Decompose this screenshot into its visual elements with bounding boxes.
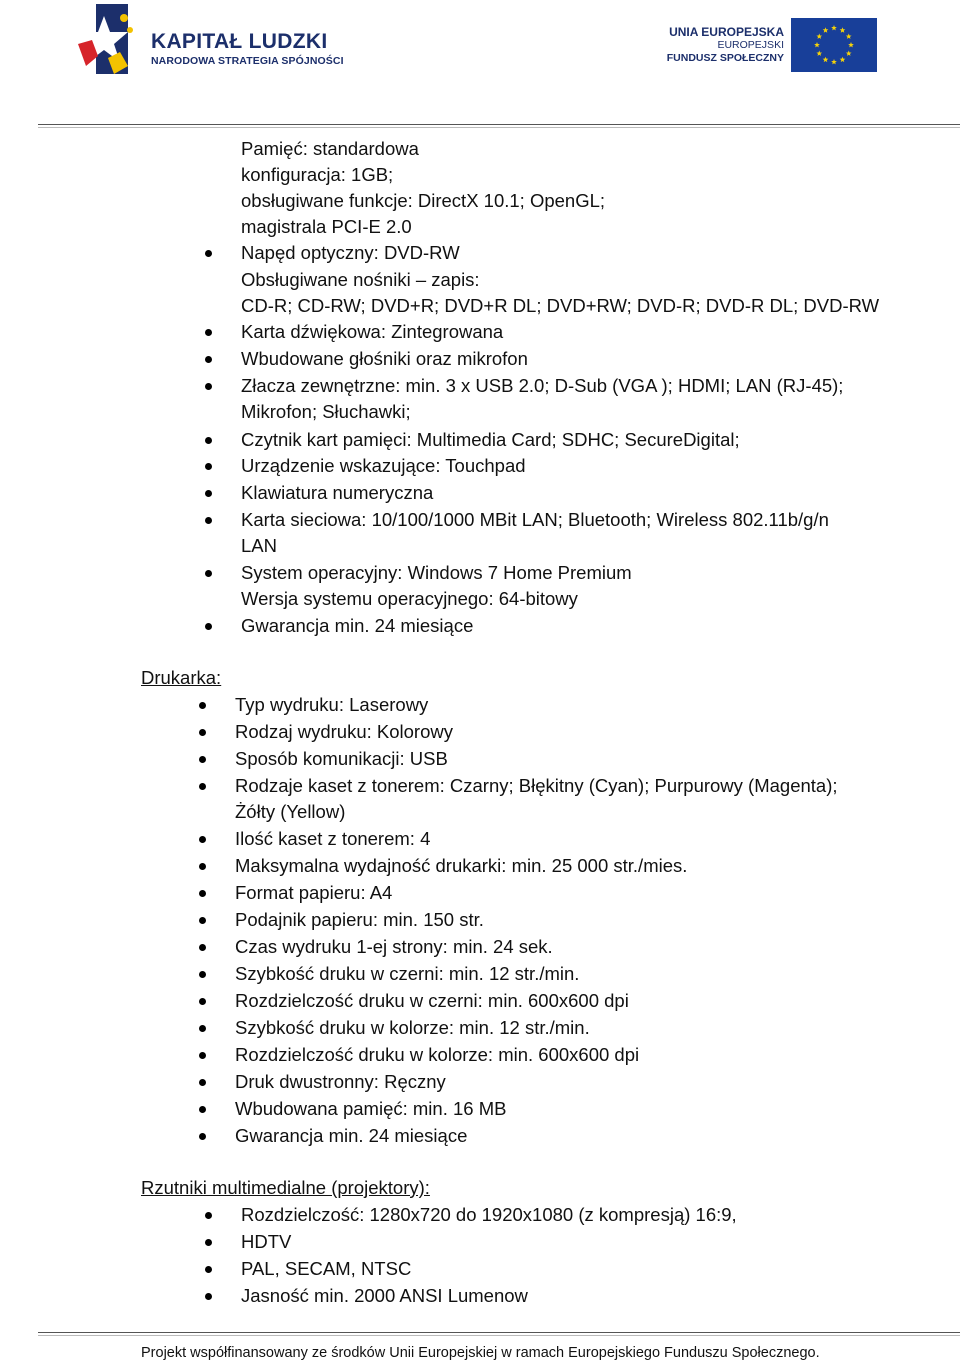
bullet-icon <box>199 1079 206 1086</box>
bullet-icon <box>199 863 206 870</box>
bullet-icon <box>205 356 212 363</box>
bullet-icon <box>205 437 212 444</box>
bullet-icon <box>199 1106 206 1113</box>
bullet-icon <box>205 1239 212 1246</box>
list-item: HDTV <box>241 1231 292 1252</box>
kapital-ludzki-subtitle: NARODOWA STRATEGIA SPÓJNOŚCI <box>151 55 344 67</box>
list-item: Gwarancja min. 24 miesiące <box>235 1125 468 1146</box>
bullet-icon <box>199 998 206 1005</box>
list-item: Rodzaj wydruku: Kolorowy <box>235 721 453 742</box>
bullet-icon <box>199 1133 206 1140</box>
bullet-icon <box>205 1266 212 1273</box>
list-item-continuation: konfiguracja: 1GB; <box>241 164 394 185</box>
bullet-icon <box>205 383 212 390</box>
page-header <box>0 0 960 125</box>
list-item: Czas wydruku 1-ej strony: min. 24 sek. <box>235 936 553 957</box>
list-item: Rodzaje kaset z tonerem: Czarny; Błękitny (Cyan); Purpurowy (Magenta); <box>235 775 838 796</box>
list-item: Czytnik kart pamięci: Multimedia Card; SDHC; SecureDigital; <box>241 429 740 450</box>
list-item: Druk dwustronny: Ręczny <box>235 1071 446 1092</box>
bullet-icon <box>199 944 206 951</box>
bullet-icon <box>199 1025 206 1032</box>
list-item-continuation: Żółty (Yellow) <box>235 801 346 822</box>
list-item: Napęd optyczny: DVD-RW <box>241 242 460 263</box>
list-item: Format papieru: A4 <box>235 882 393 903</box>
kapital-ludzki-logo <box>78 4 148 76</box>
footer-text: Projekt współfinansowany ze środków Unii Europejskiej w ramach Europejskiego Funduszu Społecznego. <box>141 1345 820 1361</box>
bullet-icon <box>199 702 206 709</box>
list-item: Urządzenie wskazujące: Touchpad <box>241 455 526 476</box>
projectors-section-title: Rzutniki multimedialne (projektory): <box>141 1177 430 1198</box>
list-item: Wbudowana pamięć: min. 16 MB <box>235 1098 507 1119</box>
printer-section-title: Drukarka: <box>141 667 222 688</box>
bullet-icon <box>199 756 206 763</box>
list-item-continuation: Obsługiwane nośniki – zapis: <box>241 269 480 290</box>
bullet-icon <box>199 836 206 843</box>
kapital-ludzki-title: KAPITAŁ LUDZKI <box>151 30 328 53</box>
list-item: Rozdzielczość druku w kolorze: min. 600x600 dpi <box>235 1044 640 1065</box>
list-item-continuation: Wersja systemu operacyjnego: 64-bitowy <box>241 588 578 609</box>
bullet-icon <box>199 890 206 897</box>
list-item: Typ wydruku: Laserowy <box>235 694 429 715</box>
list-item: Gwarancja min. 24 miesiące <box>241 615 474 636</box>
list-item-continuation: CD-R; CD-RW; DVD+R; DVD+R DL; DVD+RW; DVD-R; DVD-R DL; DVD-RW <box>241 295 880 316</box>
bullet-icon <box>199 729 206 736</box>
eu-line-1: UNIA EUROPEJSKA <box>669 25 784 39</box>
list-item: Karta sieciowa: 10/100/1000 MBit LAN; Bluetooth; Wireless 802.11b/g/n <box>241 509 829 530</box>
header-divider <box>38 124 960 128</box>
list-item: PAL, SECAM, NTSC <box>241 1258 412 1279</box>
list-item: System operacyjny: Windows 7 Home Premium <box>241 562 632 583</box>
bullet-icon <box>205 1293 212 1300</box>
list-item: Karta dźwiękowa: Zintegrowana <box>241 321 504 342</box>
list-item: Wbudowane głośniki oraz mikrofon <box>241 348 528 369</box>
bullet-icon <box>205 250 212 257</box>
list-item: Jasność min. 2000 ANSI Lumenow <box>241 1285 528 1306</box>
list-item-continuation: obsługiwane funkcje: DirectX 10.1; OpenGL; <box>241 190 606 211</box>
list-item: Złacza zewnętrzne: min. 3 x USB 2.0; D-Sub (VGA ); HDMI; LAN (RJ-45); <box>241 375 844 396</box>
bullet-icon <box>205 329 212 336</box>
bullet-icon <box>199 1052 206 1059</box>
list-item: Szybkość druku w czerni: min. 12 str./min. <box>235 963 580 984</box>
list-item: Rozdzielczość druku w czerni: min. 600x600 dpi <box>235 990 629 1011</box>
eu-line-2: EUROPEJSKI <box>717 39 784 51</box>
list-item: Szybkość druku w kolorze: min. 12 str./min. <box>235 1017 590 1038</box>
bullet-icon <box>205 517 212 524</box>
list-item: Klawiatura numeryczna <box>241 482 434 503</box>
bullet-icon <box>205 490 212 497</box>
list-item: Maksymalna wydajność drukarki: min. 25 000 str./mies. <box>235 855 688 876</box>
eu-text-block <box>667 25 784 65</box>
bullet-icon <box>199 971 206 978</box>
list-item: Ilość kaset z tonerem: 4 <box>235 828 431 849</box>
list-item-continuation: magistrala PCI-E 2.0 <box>241 216 412 237</box>
eu-line-3: FUNDUSZ SPOŁECZNY <box>666 52 784 64</box>
bullet-icon <box>205 570 212 577</box>
bullet-icon <box>199 783 206 790</box>
bullet-icon <box>205 623 212 630</box>
list-item: Sposób komunikacji: USB <box>235 748 448 769</box>
bullet-icon <box>205 463 212 470</box>
bullet-icon <box>199 917 206 924</box>
eu-flag-icon <box>791 18 877 72</box>
list-item-continuation: Mikrofon; Słuchawki; <box>241 401 411 422</box>
list-item: Podajnik papieru: min. 150 str. <box>235 909 484 930</box>
bullet-icon <box>205 1212 212 1219</box>
footer-divider <box>38 1332 960 1336</box>
list-item: Rozdzielczość: 1280x720 do 1920x1080 (z kompresją) 16:9, <box>241 1204 737 1225</box>
list-item-continuation: LAN <box>241 535 277 556</box>
list-item-continuation: Pamięć: standardowa <box>241 138 419 159</box>
